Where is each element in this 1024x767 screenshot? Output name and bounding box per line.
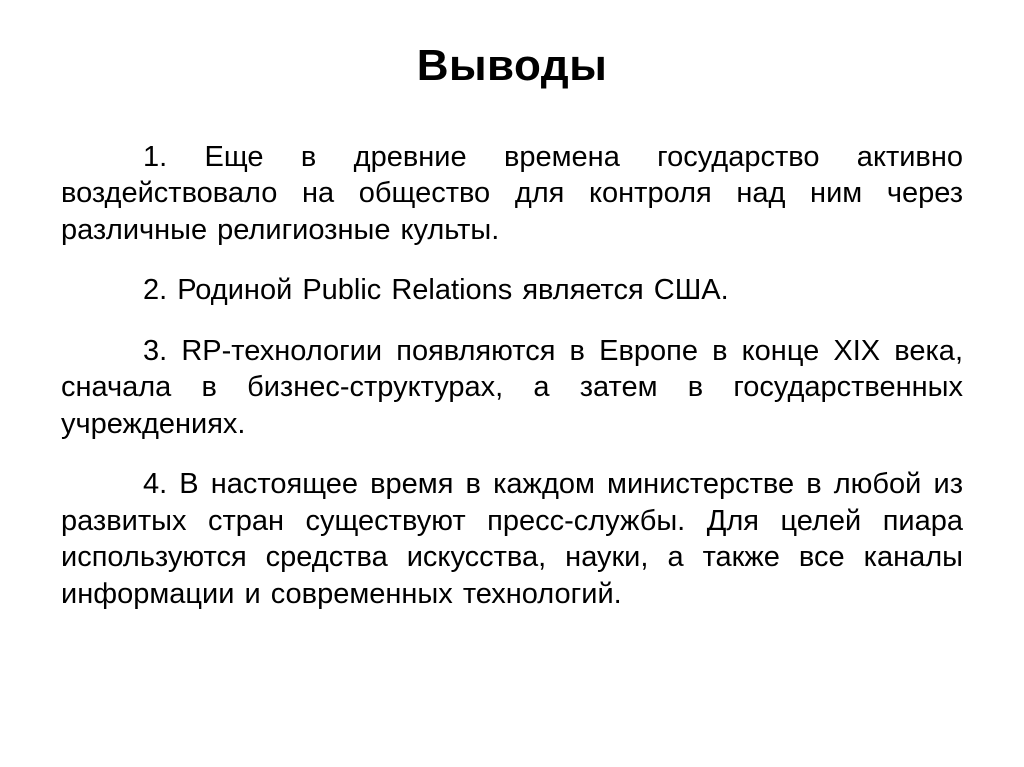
conclusion-paragraph-3: 3. RP-технологии появляются в Европе в конце XIX века, сначала в бизнес-структурах, а затем в государственных учреждениях. <box>61 334 963 440</box>
slide-title: Выводы <box>416 41 608 90</box>
conclusion-paragraph-1: 1. Еще в древние времена государство активно воздействовало на общество для контроля над ним через различные религиозные культы. <box>61 140 963 246</box>
conclusion-paragraph-4: 4. В настоящее время в каждом министерстве в любой из развитых стран существуют пресс-службы. Для целей пиара используются средства искусства, науки, а также все каналы информации и современных технологий. <box>61 468 963 610</box>
conclusion-paragraph-2: 2. Родиной Public Relations является США. <box>143 274 729 307</box>
